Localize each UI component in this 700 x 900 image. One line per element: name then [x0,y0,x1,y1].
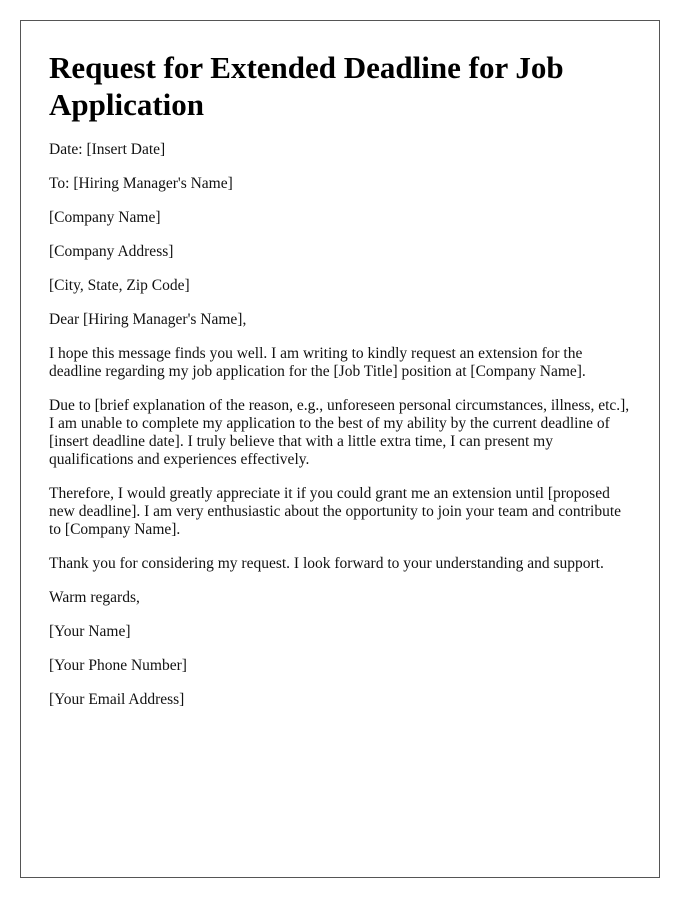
company-name: [Company Name] [49,209,161,226]
city-state-zip: [City, State, Zip Code] [49,277,190,294]
date-line: Date: [Insert Date] [49,141,166,158]
body-paragraph-reason: Due to [brief explanation of the reason, e.g., unforeseen personal circumstances, illness, etc.], I am unable to complete my application to the best of my ability by the current deadline of [insert deadline date]. I truly believe that with a little extra time, I can present my qualifications and experiences effectively. [49,397,630,468]
company-address: [Company Address] [49,243,174,260]
closing: Warm regards, [49,589,140,606]
body-paragraph-intro: I hope this message finds you well. I am writing to kindly request an extension for the deadline regarding my job application for the [Job Title] position at [Company Name]. [49,345,586,380]
signature-phone: [Your Phone Number] [49,657,187,674]
signature-name: [Your Name] [49,623,131,640]
letter-page [20,20,660,878]
salutation: Dear [Hiring Manager's Name], [49,311,247,328]
body-paragraph-request: Therefore, I would greatly appreciate it if you could grant me an extension until [proposed new deadline]. I am very enthusiastic about the opportunity to join your team and contribute to [Company Name]. [49,485,622,538]
signature-email: [Your Email Address] [49,691,185,708]
body-paragraph-thanks: Thank you for considering my request. I look forward to your understanding and support. [49,555,604,572]
recipient-line: To: [Hiring Manager's Name] [49,175,233,192]
letter-title: Request for Extended Deadline for Job Application [49,50,564,122]
